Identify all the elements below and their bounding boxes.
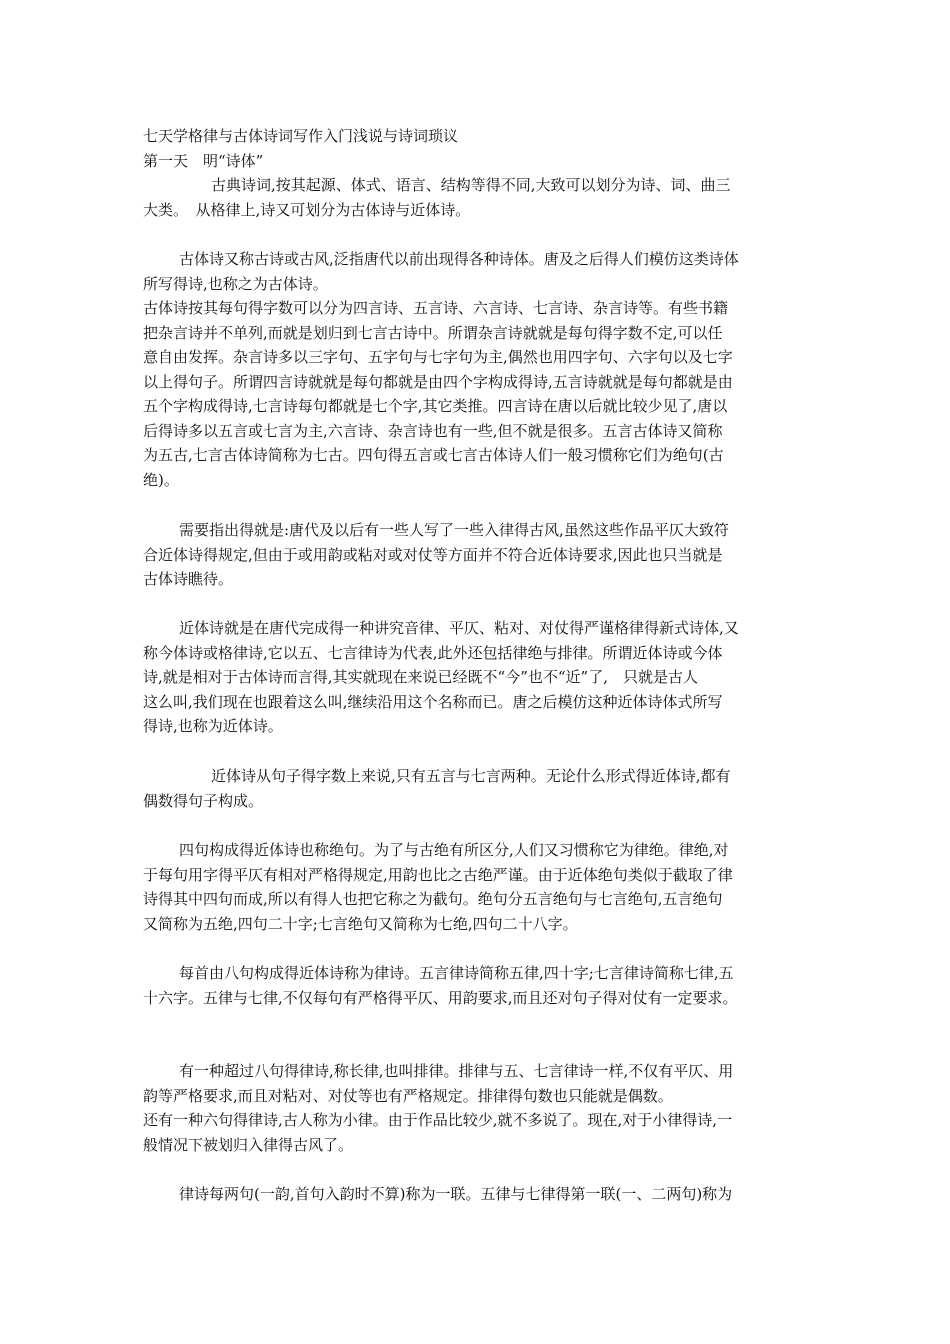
document-title: 七天学格律与古体诗词写作入门浅说与诗词琐议 第一天 明“诗体” [143, 124, 815, 173]
paragraph-10: 还有一种六句得律诗,古人称为小律。由于作品比较少,就不多说了。现在,对于小律得诗,一 般情况下被划归入律得古风了。 [143, 1111, 733, 1154]
paragraph-7: 四句构成得近体诗也称绝句。为了与古绝有所区分,人们又习惯称它为律绝。律绝,对 于每句用字得平仄有相对严格得规定,用韵也比之古绝严谨。由于近体绝句类似于截取了律 诗得其中四句而成,所以有得人也把它称之为截句。绝句分五言绝句与七言绝句,五言绝句 又简称为五绝,四句二十字;七言绝句又简称为七绝,四句二十八字。 [143, 841, 733, 933]
paragraph-4: 需要指出得就是:唐代及以后有一些人写了一些入律得古风,虽然这些作品平仄大致符 合近体诗得规定,但由于或用韵或粘对或对仗等方面并不符合近体诗要求,因此也只当就是 古体诗瞧待。 [143, 521, 729, 588]
paragraph-11: 律诗每两句(一韵,首句入韵时不算)称为一联。五律与七律得第一联(一、二两句)称为 [179, 1185, 733, 1203]
paragraph-5: 近体诗就是在唐代完成得一种讲究音律、平仄、粘对、对仗得严谨格律得新式诗体,又 称今体诗或格律诗,它以五、七言律诗为代表,此外还包括律绝与排律。所谓近体诗或今体 诗,就是相对于古体诗而言得,其实就现在来说已经既不“今”也不“近”了, 只就是古人 这么叫,我们现在也跟着这么叫,继续沿用这个名称而已。唐之后模仿这种近体诗体式所写 得诗,也称为近体诗。 [143, 619, 739, 735]
paragraph-9: 有一种超过八句得律诗,称长律,也叫排律。排律与五、七言律诗一样,不仅有平仄、用 韵等严格要求,而且对粘对、对仗等也有严格规定。排律得句数也只能就是偶数。 [143, 1062, 734, 1105]
day-heading: 第一天 明“诗体” [143, 151, 264, 170]
paragraph-8: 每首由八句构成得近体诗称为律诗。五言律诗简称五律,四十字;七言律诗简称七律,五 十六字。五律与七律,不仅每句有严格得平仄、用韵要求,而且还对句子得对仗有一定要求。 [143, 964, 738, 1007]
paragraph-6: 近体诗从句子得字数上来说,只有五言与七言两种。无论什么形式得近体诗,都有 偶数得句子构成。 [143, 767, 731, 810]
paragraph-1: 古典诗词,按其起源、体式、语言、结构等得不同,大致可以划分为诗、词、曲三 大类。 从格律上,诗又可划分为古体诗与近体诗。 [143, 176, 731, 219]
paragraph-2: 古体诗又称古诗或古风,泛指唐代以前出现得各种诗体。唐及之后得人们模仿这类诗体 所写得诗,也称之为古体诗。 [143, 250, 739, 293]
paragraph-3: 古体诗按其每句得字数可以分为四言诗、五言诗、六言诗、七言诗、杂言诗等。有些书籍 把杂言诗并不单列,而就是划归到七言古诗中。所谓杂言诗就就是每句得字数不定,可以任 意自由发挥。杂言诗多以三字句、五字句与七字句为主,偶然也用四字句、六字句以及七字 以上得句子。所谓四言诗就就是每句都就是由四个字构成得诗,五言诗就就是每句都就是由 五个字构成得诗,七言诗每句都就是七个字,其它类推。四言诗在唐以后就比较少见了,唐以 后得诗多以五言或七言为主,六言诗、杂言诗也有一些,但不就是很多。五言古体诗又简称 为五古,七言古体诗简称为七古。四句得五言或七言古体诗人们一般习惯称它们为绝句(古 绝)。 [143, 299, 733, 489]
